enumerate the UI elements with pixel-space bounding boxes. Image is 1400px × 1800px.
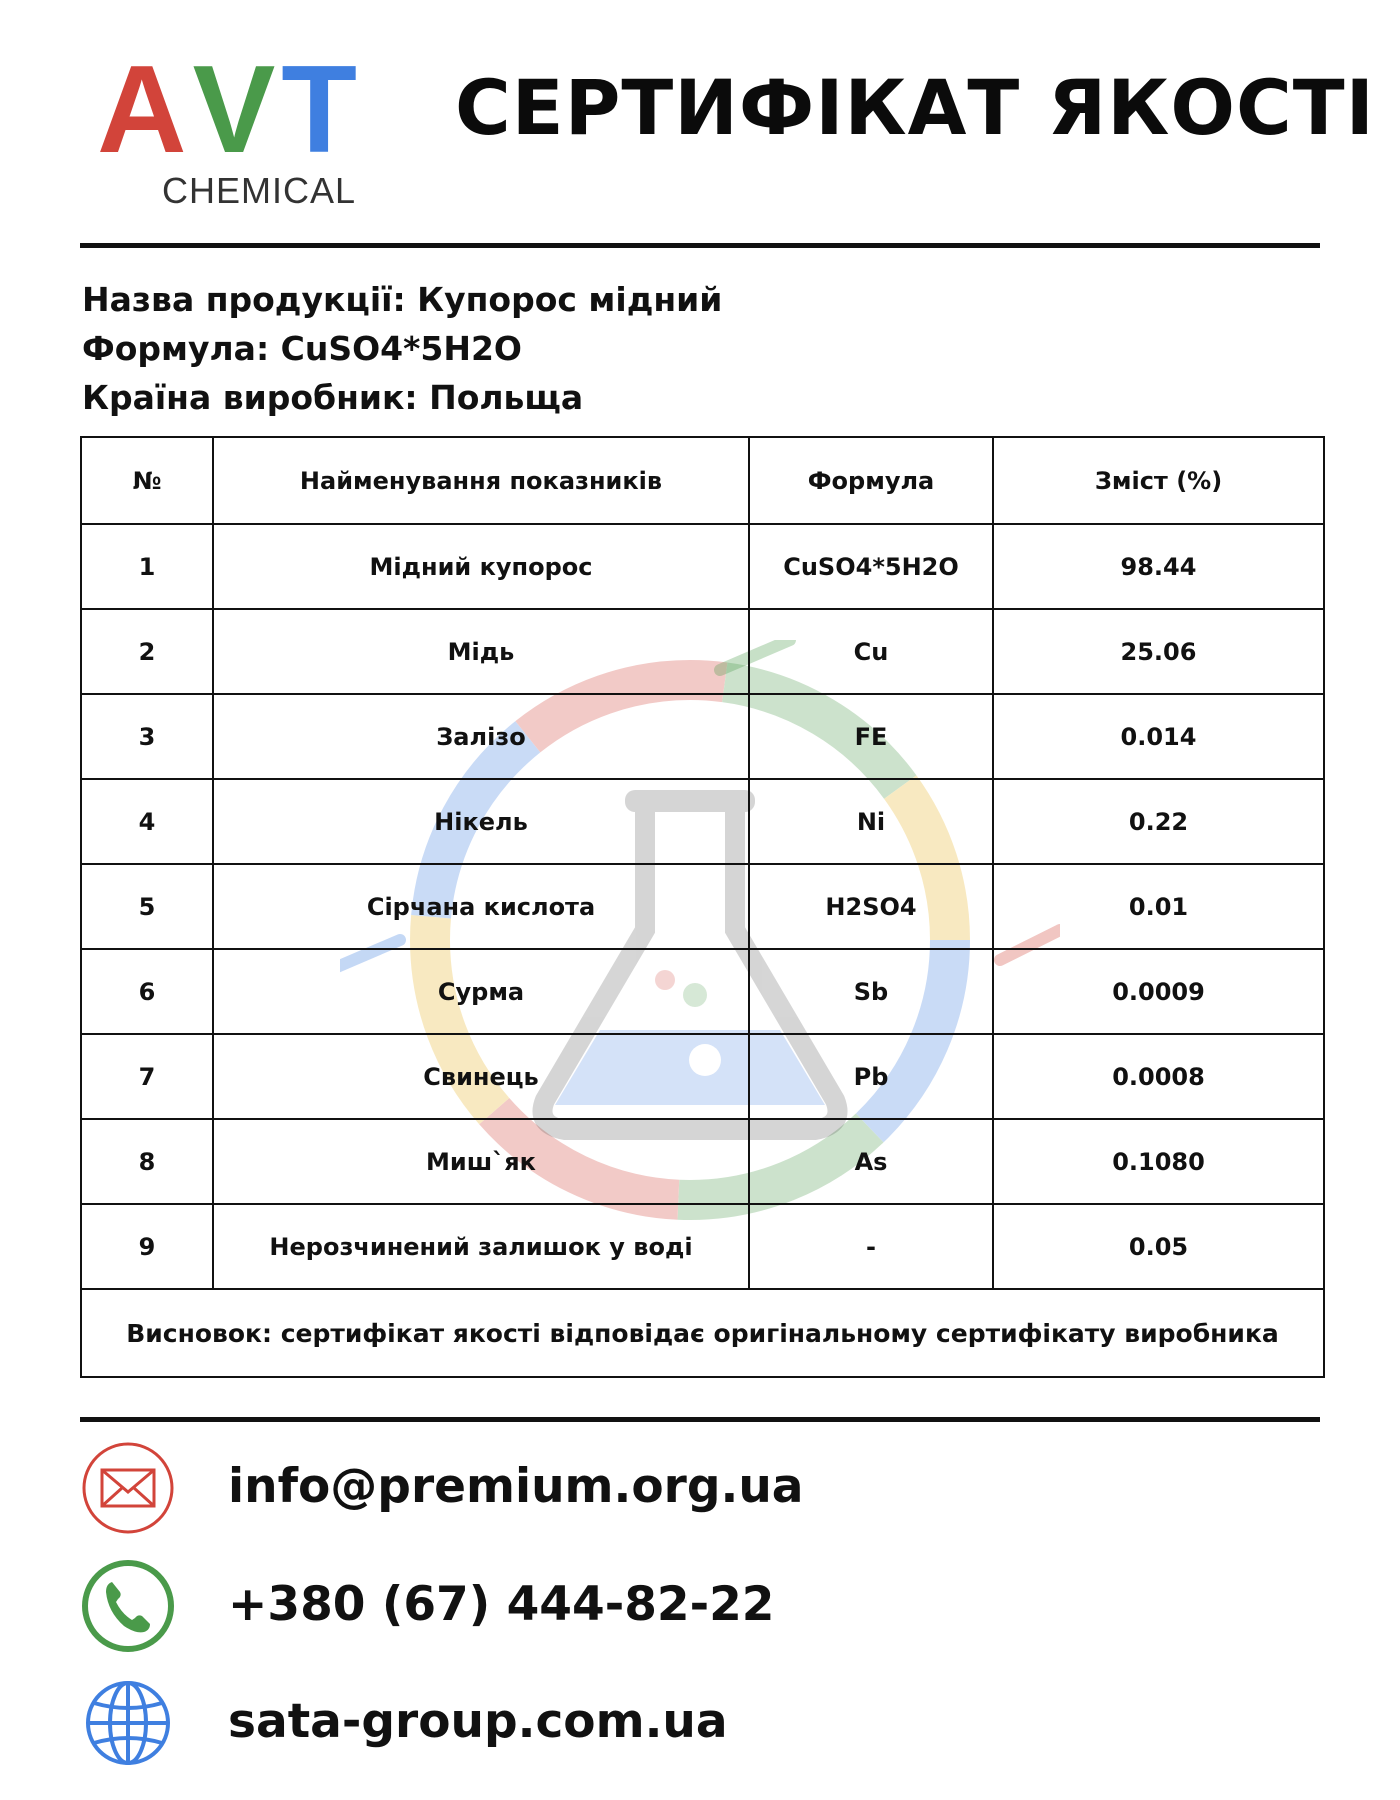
row-name: Миш`як — [213, 1119, 749, 1204]
table-row — [81, 609, 1324, 694]
header-number: № — [81, 437, 213, 524]
row-name: Залізо — [213, 694, 749, 779]
row-content: 98.44 — [993, 524, 1324, 609]
contact-phone — [80, 1558, 1180, 1658]
row-name: Мідний купорос — [213, 524, 749, 609]
table-row — [81, 524, 1324, 609]
row-number: 8 — [81, 1119, 213, 1204]
row-name: Сурма — [213, 949, 749, 1034]
row-name: Мідь — [213, 609, 749, 694]
row-content: 25.06 — [993, 609, 1324, 694]
header-formula: Формула — [749, 437, 993, 524]
product-country: Країна виробник: Польща — [82, 378, 584, 417]
table-row — [81, 1034, 1324, 1119]
row-formula: H2SO4 — [749, 864, 993, 949]
row-name: Свинець — [213, 1034, 749, 1119]
row-formula: CuSO4*5H2O — [749, 524, 993, 609]
table-header-row — [81, 437, 1324, 524]
table-row — [81, 949, 1324, 1034]
row-formula: As — [749, 1119, 993, 1204]
contact-email — [80, 1440, 1180, 1540]
table-row — [81, 779, 1324, 864]
logo-letter-t: T — [281, 41, 364, 179]
header-content: Зміст (%) — [993, 437, 1324, 524]
row-formula: - — [749, 1204, 993, 1289]
row-number: 9 — [81, 1204, 213, 1289]
logo-letter-a: A — [97, 41, 193, 179]
row-number: 5 — [81, 864, 213, 949]
header-indicator-name: Найменування показників — [213, 437, 749, 524]
row-name: Нерозчинений залишок у воді — [213, 1204, 749, 1289]
company-logo — [97, 41, 397, 218]
table-row — [81, 1119, 1324, 1204]
row-content: 0.22 — [993, 779, 1324, 864]
row-number: 3 — [81, 694, 213, 779]
row-number: 1 — [81, 524, 213, 609]
quality-table — [80, 436, 1325, 1378]
logo-letters — [97, 41, 364, 179]
row-formula: Sb — [749, 949, 993, 1034]
header-divider — [80, 243, 1320, 248]
phone-link[interactable]: +380 (67) 444-82-22 — [228, 1577, 775, 1632]
envelope-icon — [80, 1440, 176, 1536]
logo-letter-v: V — [192, 41, 282, 179]
row-number: 4 — [81, 779, 213, 864]
logo-subtitle: CHEMICAL — [162, 170, 357, 211]
table-row — [81, 694, 1324, 779]
row-number: 6 — [81, 949, 213, 1034]
conclusion-text: Висновок: сертифікат якості відповідає оригінальному сертифікату виробника — [81, 1289, 1324, 1377]
row-content: 0.0008 — [993, 1034, 1324, 1119]
document-title: СЕРТИФІКАТ ЯКОСТІ — [455, 63, 1375, 152]
row-content: 0.014 — [993, 694, 1324, 779]
table-row — [81, 1204, 1324, 1289]
row-name: Нікель — [213, 779, 749, 864]
product-name: Назва продукції: Купорос мідний — [82, 280, 723, 319]
product-info — [82, 275, 722, 422]
row-formula: Cu — [749, 609, 993, 694]
row-name: Сірчана кислота — [213, 864, 749, 949]
website-link[interactable]: sata-group.com.ua — [228, 1694, 728, 1749]
table-row — [81, 864, 1324, 949]
contact-website — [80, 1675, 1180, 1775]
product-formula: Формула: CuSO4*5H2O — [82, 329, 522, 368]
row-number: 2 — [81, 609, 213, 694]
globe-icon — [80, 1675, 176, 1771]
row-content: 0.1080 — [993, 1119, 1324, 1204]
footer-divider — [80, 1417, 1320, 1422]
row-formula: FE — [749, 694, 993, 779]
row-formula: Ni — [749, 779, 993, 864]
row-formula: Pb — [749, 1034, 993, 1119]
row-content: 0.05 — [993, 1204, 1324, 1289]
phone-icon — [80, 1558, 176, 1654]
email-link[interactable]: info@premium.org.ua — [228, 1459, 804, 1514]
row-content: 0.0009 — [993, 949, 1324, 1034]
conclusion-row — [81, 1289, 1324, 1377]
row-content: 0.01 — [993, 864, 1324, 949]
row-number: 7 — [81, 1034, 213, 1119]
